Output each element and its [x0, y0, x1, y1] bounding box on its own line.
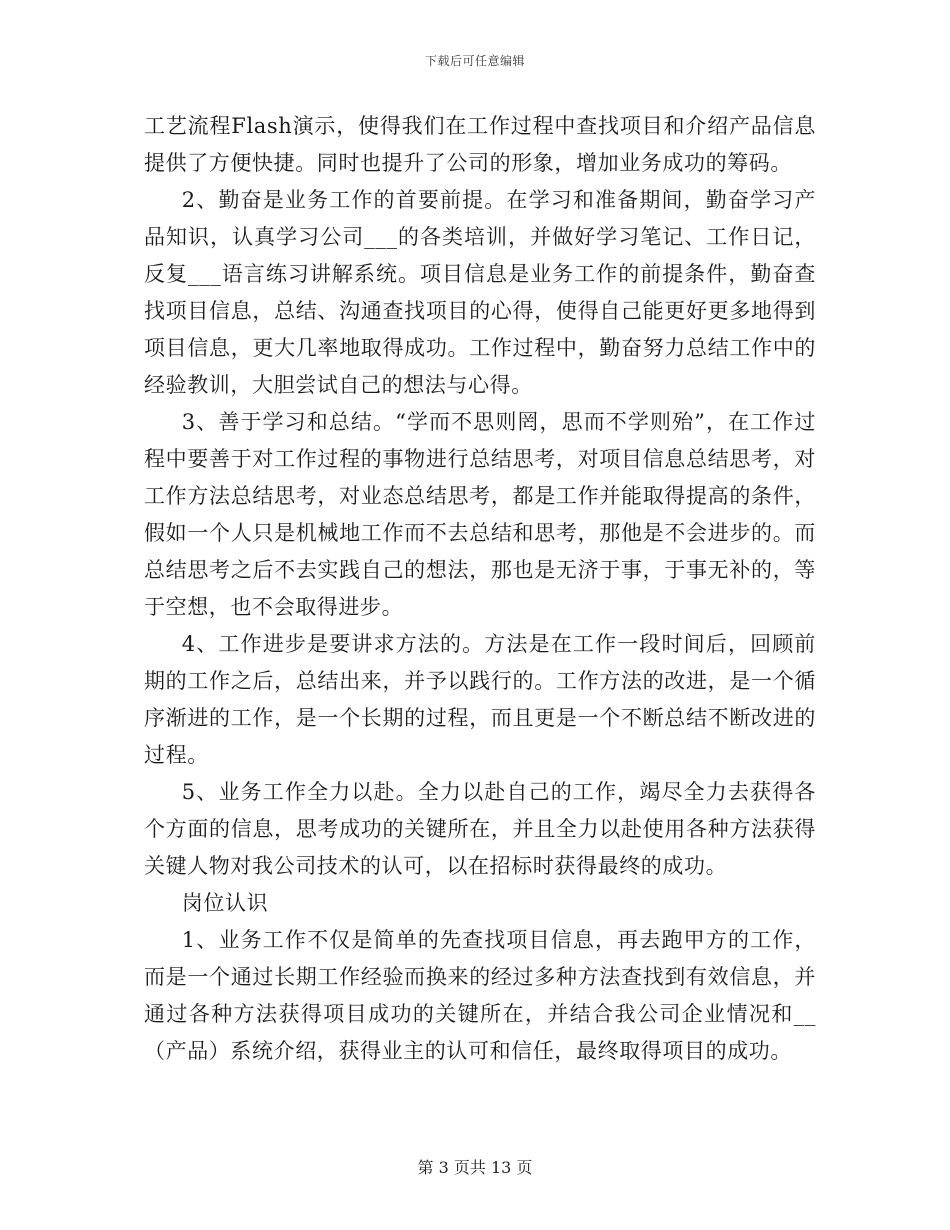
document-body	[144, 108, 816, 1070]
paragraph-6: 1、业务工作不仅是简单的先查找项目信息，再去跑甲方的工作，而是一个通过长期工作经验而换来的经过多种方法查找到有效信息，并通过各种方法获得项目成功的关键所在，并结合我公司企业情况和__（产品）系统介绍，获得业主的认可和信任，最终取得项目的成功。	[144, 928, 816, 1063]
paragraph-1: 工艺流程Flash演示，使得我们在工作过程中查找项目和介绍产品信息提供了方便快捷。同时也提升了公司的形象，增加业务成功的筹码。	[144, 114, 816, 175]
section-heading: 岗位认识	[181, 891, 269, 915]
page-footer: 第 3 页共 13 页	[417, 1158, 533, 1177]
paragraph-4: 4、工作进步是要讲求方法的。方法是在工作一段时间后，回顾前期的工作之后，总结出来，并予以践行的。工作方法的改进，是一个循序渐进的工作，是一个长期的过程，而且更是一个不断总结不断改进的过程。	[144, 632, 816, 767]
paragraph-2: 2、勤奋是业务工作的首要前提。在学习和准备期间，勤奋学习产品知识，认真学习公司___的各类培训，并做好学习笔记、工作日记，反复___语言练习讲解系统。项目信息是业务工作的前提条件，勤奋查找项目信息，总结、沟通查找项目的心得，使得自己能更好更多地得到项目信息，更大几率地取得成功。工作过程中，勤奋努力总结工作中的经验教训，大胆尝试自己的想法与心得。	[144, 188, 816, 397]
paragraph-3: 3、善于学习和总结。“学而不思则罔，思而不学则殆”，在工作过程中要善于对工作过程的事物进行总结思考，对项目信息总结思考，对工作方法总结思考，对业态总结思考，都是工作并能取得提高的条件，假如一个人只是机械地工作而不去总结和思考，那他是不会进步的。而总结思考之后不去实践自己的想法，那也是无济于事，于事无补的，等于空想，也不会取得进步。	[144, 410, 816, 619]
paragraph-5: 5、业务工作全力以赴。全力以赴自己的工作，竭尽全力去获得各个方面的信息，思考成功的关键所在，并且全力以赴使用各种方法获得关键人物对我公司技术的认可，以在招标时获得最终的成功。	[144, 780, 816, 878]
page-header: 下载后可任意编辑	[424, 54, 525, 68]
